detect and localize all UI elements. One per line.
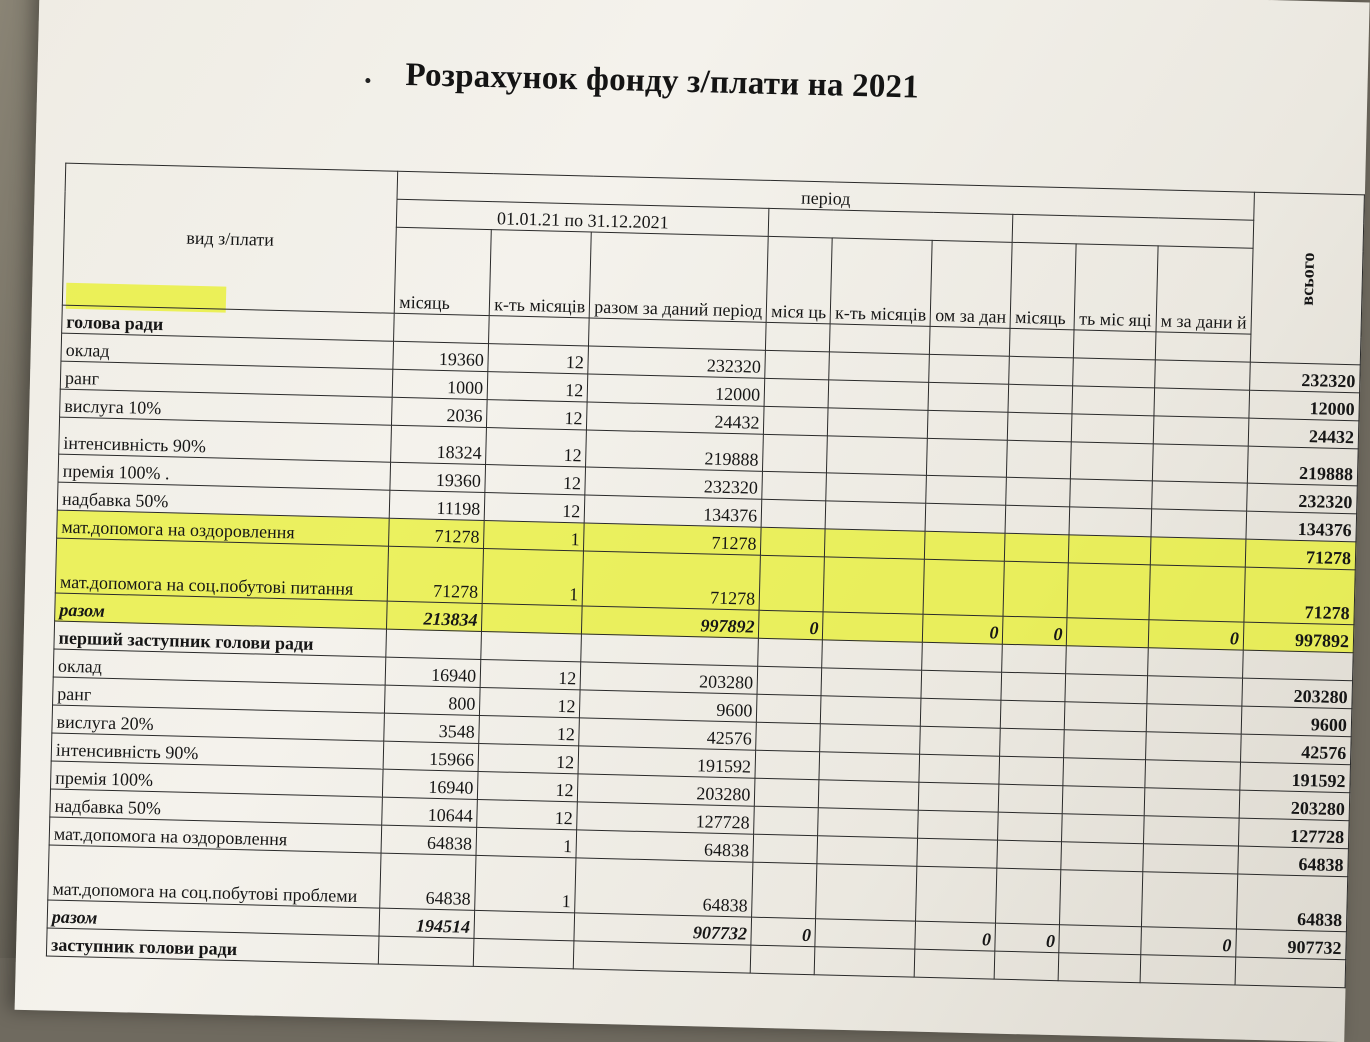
- table-row: оклад 16940 12 203280 203280: [53, 649, 1352, 709]
- document-title: Розрахунок фонду з/плати на 2021: [405, 56, 920, 106]
- col-count-2: к-ть місяців: [830, 238, 932, 326]
- highlighted-row: мат.допомога на соц.побутові питання 71278 1 71278 71278: [55, 538, 1355, 625]
- table-row: вислуга 20% 3548 12 42576 42576: [52, 705, 1351, 765]
- subtotal-row: разом 213834 997892 0 0 0 0 997892: [55, 593, 1354, 653]
- col-count-3: ть міс яці: [1074, 244, 1157, 332]
- ink-dot: [365, 78, 370, 83]
- period-header: період: [397, 171, 1254, 220]
- period-range: 01.01.21 по 31.12.2021: [397, 199, 770, 236]
- col-month-3: місяць: [1010, 242, 1076, 330]
- document-page: [15, 0, 1370, 1042]
- table-row: премія 100% . 19360 12 232320 232320: [58, 454, 1357, 514]
- table-row: ранг 1000 12 12000 12000: [60, 361, 1359, 421]
- subtotal-row: разом 194514 907732 0 0 0 0 907732: [47, 900, 1346, 960]
- table-row: вислуга 10% 2036 12 24432 24432: [60, 389, 1359, 449]
- table-row: оклад 19360 12 232320 232320: [61, 333, 1360, 393]
- col-sum-3: м за дани й: [1156, 246, 1253, 334]
- table-row: мат.допомога на соц.побутові проблеми 64838 1 64838 64838: [48, 845, 1348, 932]
- type-header: вид з/плати: [62, 163, 398, 313]
- table-row: інтенсивність 90% 18324 12 219888 219888: [59, 417, 1359, 486]
- highlighted-row: мат.допомога на оздоровлення 71278 1 71278 71278: [57, 510, 1356, 570]
- section-title: перший заступник голови ради: [54, 621, 387, 657]
- col-month: місяць: [395, 227, 492, 315]
- col-count: к-ть місяців: [489, 230, 591, 318]
- table-row: премія 100% 16940 12 203280 203280: [50, 761, 1349, 821]
- table-row: інтенсивність 90% 15966 12 191592 191592: [51, 733, 1350, 793]
- table-row: надбавка 50% 11198 12 134376 134376: [57, 482, 1356, 542]
- col-month-2: міся ць: [766, 236, 832, 324]
- section-title: заступник голови ради: [46, 928, 379, 964]
- section-title: голова ради: [62, 305, 395, 341]
- table-row: мат.допомога на оздоровлення 64838 1 64838 64838: [49, 817, 1348, 877]
- payroll-table: [46, 163, 1365, 989]
- col-sum-2: ом за дан: [930, 240, 1012, 328]
- table-row: ранг 800 12 9600 9600: [53, 677, 1352, 737]
- total-header: всього: [1250, 192, 1364, 365]
- col-sum: разом за даний період: [590, 232, 769, 322]
- table-row: надбавка 50% 10644 12 127728 127728: [50, 789, 1349, 849]
